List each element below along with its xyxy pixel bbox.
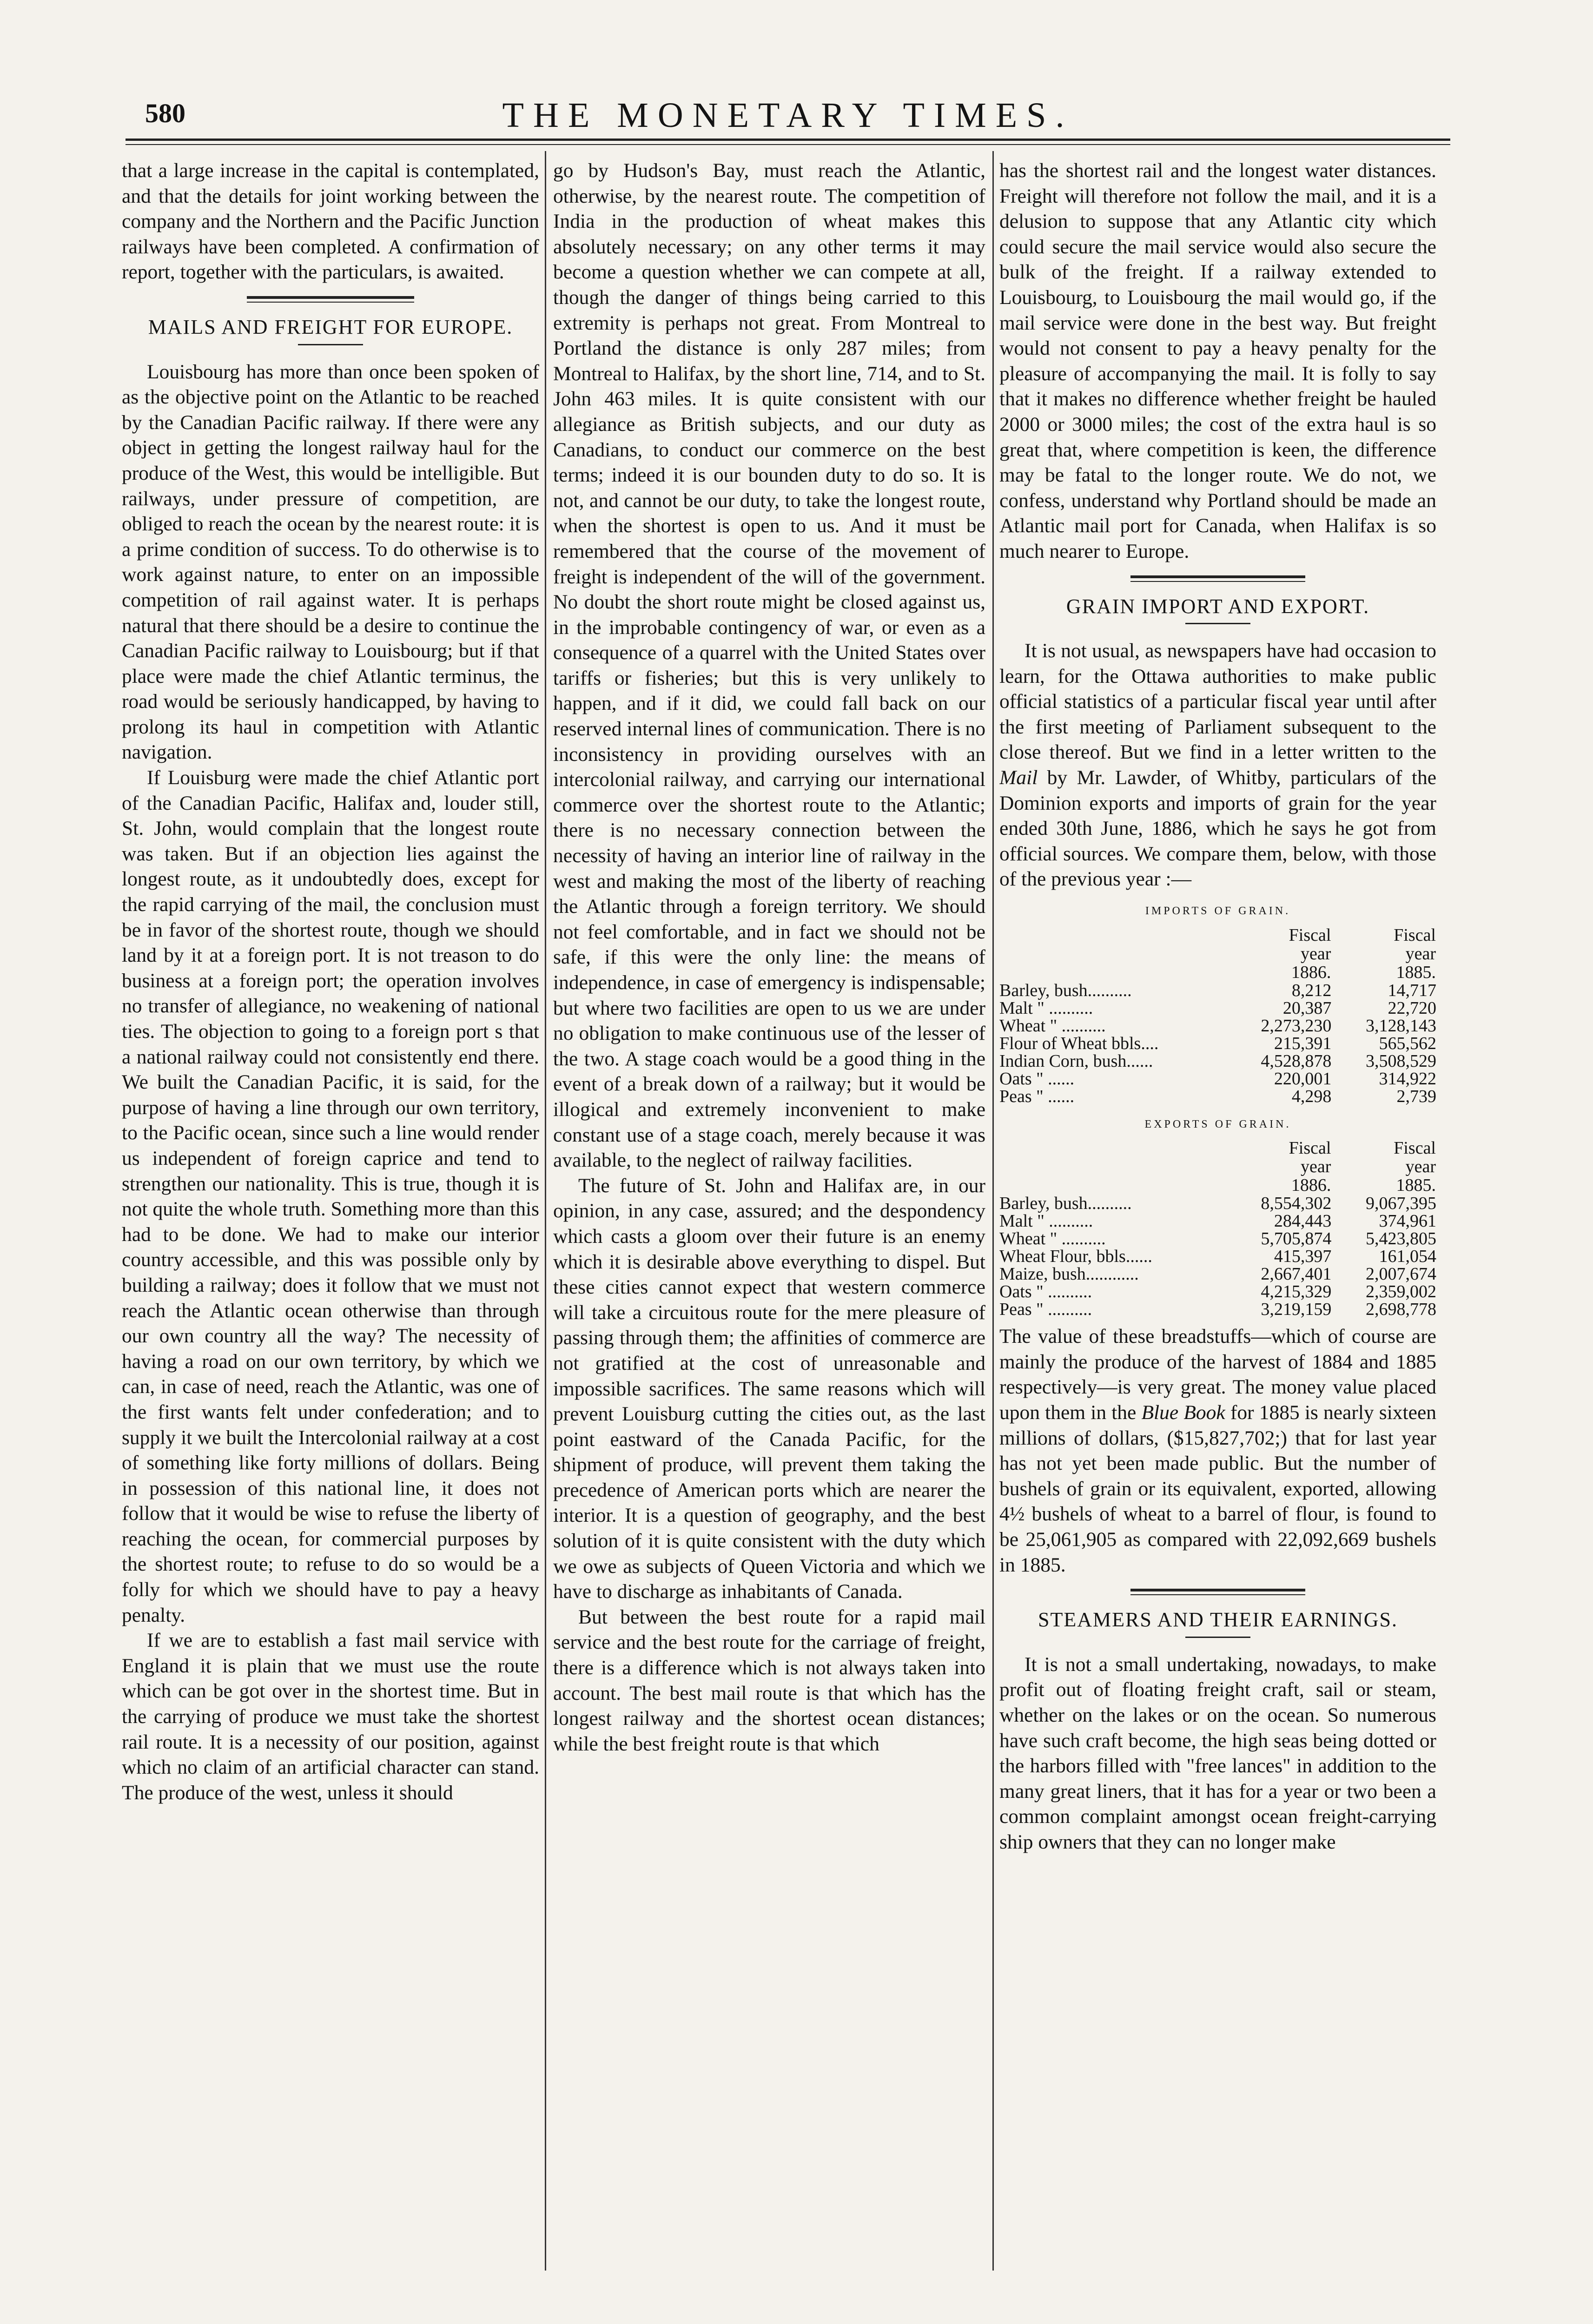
article-heading: GRAIN IMPORT AND EXPORT. — [1066, 594, 1370, 618]
table-row — [999, 999, 1436, 1017]
article-heading: STEAMERS AND THEIR EARNINGS. — [1038, 1608, 1398, 1631]
paragraph: But between the best route for a rapid mail service and the best route for the carriage of freight, there is a difference which is not always taken into account. The best mail route is that which has the longest railway and the shortest ocean distances; while the best freight route is that which — [553, 1605, 985, 1755]
exports-table — [999, 1139, 1436, 1318]
imports-table — [999, 926, 1436, 1105]
column-3 — [999, 158, 1436, 2296]
column-divider — [992, 151, 994, 2271]
col-head: 1885. — [1396, 962, 1436, 982]
col-head: year — [1301, 944, 1331, 964]
table-row — [999, 1052, 1436, 1070]
cell: 215,391 — [1274, 1033, 1332, 1053]
table-row — [999, 982, 1436, 999]
table-row — [999, 1035, 1436, 1052]
cell: 2,273,230 — [1261, 1016, 1332, 1036]
paragraph — [999, 638, 1436, 892]
column-1 — [122, 158, 539, 2296]
paragraph: It is not a small undertaking, nowadays, to make profit out of floating freight craft, sail or steam, whether on the lakes or on the ocean. So numerous have such craft become, the high seas being dotted or the harbors filled with "free lances" in addition to the many great liners, that it has for a year or two been a common complaint amongst ocean freight-carrying ship owners that they can no longer make — [999, 1653, 1436, 1853]
text-run: for 1885 is nearly sixteen millions of dollars, ($15,827,702;) that for last year has not yet been made public. But the number of bushels of grain or its equivalent, exported, allowing 4½ bushels of wheat to a barrel of flour, is found to be 25,061,905 as compared with 22,092,669 bushels in 1885. — [999, 1401, 1436, 1576]
col-head: year — [1405, 944, 1436, 964]
heading-dash — [1185, 1637, 1250, 1638]
section-separator — [122, 292, 539, 310]
masthead-title: THE MONETARY TIMES. — [502, 96, 1074, 135]
cell: 220,001 — [1274, 1069, 1332, 1089]
cell: 565,562 — [1379, 1033, 1436, 1053]
cell: 20,387 — [1282, 998, 1332, 1018]
cell: 314,922 — [1379, 1069, 1436, 1089]
cell: 3,128,143 — [1366, 1016, 1436, 1036]
cell: 374,961 — [1379, 1211, 1436, 1231]
col-head: 1886. — [1291, 1175, 1331, 1195]
cell: 8,212 — [1291, 980, 1332, 1000]
cell: 9,067,395 — [1366, 1194, 1436, 1214]
table-row — [999, 1070, 1436, 1088]
cell: 284,443 — [1274, 1211, 1332, 1231]
row-label: Barley, bush.......... — [999, 980, 1132, 1000]
table-row — [999, 1212, 1436, 1230]
text-run: The value of these breadstuffs—which of course are mainly the produce of the harvest of 1884 and 1885 respectively—is very great. The money value placed upon them in the — [999, 1325, 1436, 1424]
col-head: Fiscal — [1394, 1138, 1436, 1158]
exports-table-title: EXPORTS OF GRAIN. — [1144, 1118, 1291, 1130]
row-label: Wheat " .......... — [999, 1229, 1106, 1249]
col-head: Fiscal — [1289, 1138, 1331, 1158]
italic-text: Blue Book — [1141, 1401, 1225, 1424]
cell: 415,397 — [1274, 1247, 1332, 1267]
cell: 8,554,302 — [1261, 1194, 1332, 1214]
paragraph: If we are to establish a fast mail service with England it is plain that we must use the route which can be got over in the shortest time. But in the carrying of produce we must take the shortest rail route. It is a necessity of our position, against which no claim of an artificial character can stand. The produce of the west, unless it should — [122, 1629, 539, 1804]
article-continuation: that a large increase in the capital is contemplated, and that the details for joint working between the company and the Northern and the Pacific Junction railways have been completed. A confirmation of report, together with the particulars, is awaited. — [122, 159, 539, 284]
header-rule-thin — [126, 144, 1450, 145]
table-row — [999, 1017, 1436, 1035]
paragraph — [999, 1324, 1436, 1578]
cell: 14,717 — [1388, 980, 1436, 1000]
cell: 2,359,002 — [1366, 1282, 1436, 1302]
heading-dash — [298, 344, 363, 345]
row-label: Oats " ...... — [999, 1069, 1075, 1089]
cell: 22,720 — [1388, 998, 1436, 1018]
row-label: Peas " .......... — [999, 1300, 1092, 1320]
col-head: Fiscal — [1394, 925, 1436, 945]
cell: 2,698,778 — [1366, 1300, 1436, 1320]
article-heading: MAILS AND FREIGHT FOR EUROPE. — [148, 315, 513, 338]
row-label: Oats " .......... — [999, 1282, 1092, 1302]
column-divider — [545, 151, 546, 2271]
row-label: Maize, bush............ — [999, 1264, 1139, 1284]
cell: 3,508,529 — [1366, 1051, 1436, 1071]
cell: 3,219,159 — [1261, 1300, 1332, 1320]
cell: 2,667,401 — [1261, 1264, 1332, 1284]
column-2 — [553, 158, 985, 2296]
header-rule — [126, 139, 1450, 141]
row-label: Indian Corn, bush...... — [999, 1051, 1153, 1071]
table-row — [999, 1088, 1436, 1105]
cell: 2,739 — [1396, 1086, 1436, 1106]
row-label: Flour of Wheat bbls.... — [999, 1033, 1159, 1053]
col-head: 1885. — [1396, 1175, 1436, 1195]
text-run: It is not usual, as newspapers have had occasion to learn, for the Ottawa authorities to make public official statistics of a particular fiscal year until after the first meeting of Parliament subsequent to the close thereof. But we find in a letter written to the — [999, 640, 1436, 764]
cell: 2,007,674 — [1366, 1264, 1436, 1284]
paragraph: go by Hudson's Bay, must reach the Atlantic, otherwise, by the nearest route. The competition of India in the production of wheat makes this absolutely necessary; on any other terms it may become a question whether we can compete at all, though the danger of things being carried to this extremity is perhaps not great. From Montreal to Portland the distance is only 287 miles; from Montreal to Halifax, by the short line, 714, and to St. John 463 miles. It is quite consistent with our allegiance as British subjects, and our duty as Canadians, to conduct our commerce on the best terms; indeed it is our bounden duty to do so. It is not, and cannot be our duty, to take the longest route, when the shortest is open to us. And it must be remembered that the course of the movement of freight is independent of the will of the government. No doubt the short route might be closed against us, in the improbable contingency of war, or even as a consequence of a quarrel with the United States over tariffs or fisheries; but this is very unlikely to happen, and if it did, we could fall back on our reserved internal lines of communication. There is no inconsistency in providing ourselves with an intercolonial railway, and carrying our international commerce over the shortest route to the Atlantic; there is no necessary connection between the necessity of having an interior line of railway in the west and making the most of the liberty of reaching the Atlantic through a foreign territory. We should not feel comfortable, and in fact we should not be safe, if this were the only line: the means of independence, in case of emergency is indispensable; but where two facilities are open to us we are under no obligation to make continuous use of the lesser of the two. A stage coach would be a good thing in the event of a break down of a railway; but it would be illogical and extremely inconvenient to make constant use of a stage coach, merely because it was available, to the neglect of railway facilities. — [553, 159, 985, 1172]
table-row — [999, 1265, 1436, 1283]
cell: 4,215,329 — [1261, 1282, 1332, 1302]
row-label: Peas " ...... — [999, 1086, 1075, 1106]
table-row — [999, 1195, 1436, 1212]
heading-dash — [1185, 623, 1250, 624]
row-label: Malt " .......... — [999, 1211, 1093, 1231]
cell: 4,298 — [1291, 1086, 1332, 1106]
text-run: by Mr. Lawder, of Whitby, particulars of the Dominion exports and imports of grain for the year ended 30th June, 1886, which he says he got from official sources. We compare them, below, with those of the previous year :— — [999, 766, 1436, 891]
col-head: Fiscal — [1289, 925, 1331, 945]
col-head: year — [1405, 1157, 1436, 1177]
cell: 4,528,878 — [1261, 1051, 1332, 1071]
paragraph: If Louisburg were made the chief Atlantic port of the Canadian Pacific, Halifax and, louder still, St. John, would complain that the longest route was taken. But if an objection lies against the longest route, as it undoubtedly does, except for the rapid carrying of the mail, the conclusion must be in favor of the shortest route, though we should land by it at a foreign port. It is not treason to do business at a foreign port; the operation involves no transfer of allegiance, no weakening of national ties. The objection to going to a foreign port s that a national railway could not consistently end there. We built the Canadian Pacific, it is said, for the purpose of having a line through our own territory, to the Pacific ocean, since such a line would render us independent of foreign caprice and tend to strengthen our nationality. This is true, though it is not quite the whole truth. Something more than this had to be done. We had to make our interior country accessible, and this was possible only by building a railway; does it follow that we must not reach the Atlantic ocean otherwise than through our own country all the way? The necessity of having a road on our own territory, by which we can, in case of need, reach the Atlantic, was one of the first wants felt under confederation; and to supply it we built the Intercolonial railway at a cost of something like forty millions of dollars. Being in possession of this national line, it does not follow that it would be wise to refuse the liberty of reaching the ocean, for commercial purposes by the shortest route; to refuse to do so would be a folly for which we should have to pay a heavy penalty. — [122, 766, 539, 1626]
imports-table-title: IMPORTS OF GRAIN. — [1145, 905, 1291, 918]
row-label: Wheat " .......... — [999, 1016, 1106, 1036]
section-separator — [999, 572, 1436, 589]
col-head: 1886. — [1291, 962, 1331, 982]
page-number: 580 — [145, 98, 185, 128]
row-label: Malt " .......... — [999, 998, 1093, 1018]
paragraph: has the shortest rail and the longest water distances. Freight will therefore not follow the mail, and it is a delusion to suppose that any Atlantic city which could secure the mail service would also secure the bulk of the freight. If a railway extended to Louisbourg, to Louisbourg the mail would go, if the mail service were done in the best way. But freight would not consent to pay a heavy penalty for the pleasure of accompanying the mail. It is folly to say that it makes no difference whether freight be hauled 2000 or 3000 miles; the cost of the extra haul is so great that, where competition is keen, the difference may be fatal to the longer route. We do not, we confess, understand why Portland should be made an Atlantic mail port for Canada, when Halifax is so much nearer to Europe. — [999, 159, 1436, 562]
cell: 5,423,805 — [1366, 1229, 1436, 1249]
page-header — [126, 79, 1450, 135]
table-row — [999, 1248, 1436, 1265]
paragraph: The future of St. John and Halifax are, in our opinion, in any case, assured; and the despondency which casts a gloom over their future is an enemy which it is desirable above everything to dispel. But these cities cannot expect that western commerce will take a circuitous route for the mere pleasure of passing through them; the affinities of commerce are not gratified at the cost of unreasonable and impossible sacrifices. The same reasons which will prevent Louisburg cutting the cities out, as the last point eastward of the Canada Pacific, for the shipment of produce, will prevent them taking the precedence of American ports which are nearer the interior. It is a question of geography, and the best solution of it is quite consistent with the duty which we owe as subjects of Queen Victoria and which we have to discharge as inhabitants of Canada. — [553, 1174, 985, 1603]
table-row — [999, 1283, 1436, 1301]
cell: 5,705,874 — [1261, 1229, 1332, 1249]
italic-text: Mail — [999, 766, 1038, 789]
table-row — [999, 1230, 1436, 1248]
row-label: Wheat Flour, bbls...... — [999, 1247, 1152, 1267]
table-row — [999, 1301, 1436, 1318]
cell: 161,054 — [1379, 1247, 1436, 1267]
paragraph: Louisbourg has more than once been spoken of as the objective point on the Atlantic to be reached by the Canadian Pacific railway. If there were any object in getting the longest railway haul for the produce of the West, this would be intelligible. But railways, under pressure of competition, are obliged to reach the ocean by the nearest route: it is a prime condition of success. To do otherwise is to work against nature, to enter on an impossible competition of rail against water. It is perhaps natural that there should be a desire to continue the Canadian Pacific railway to Louisbourg; but if that place were made the chief Atlantic terminus, the road would be seriously handicapped, by having to prolong its haul in competition with Atlantic navigation. — [122, 360, 539, 764]
section-separator — [999, 1585, 1436, 1603]
row-label: Barley, bush.......... — [999, 1194, 1132, 1214]
col-head: year — [1301, 1157, 1331, 1177]
